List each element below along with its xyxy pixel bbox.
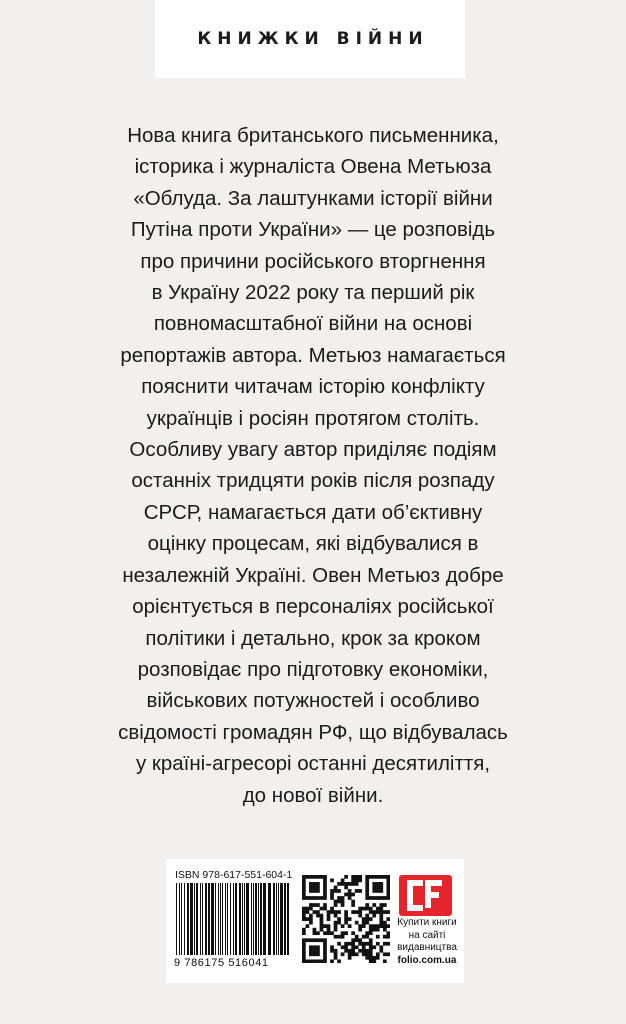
description-line: військових потужностей і особливо — [146, 689, 480, 713]
description-line: «Облуда. За лаштунками історії війни — [133, 186, 493, 210]
folio-caption-line: Купити книги — [397, 917, 457, 928]
description-line: історика і журналіста Овена Метьюза — [134, 155, 492, 179]
folio-site-link[interactable]: folio.com.ua — [397, 954, 457, 966]
description-line: СРСР, намагається дати об’єктивну — [143, 500, 483, 524]
series-header — [155, 0, 465, 78]
description-line: пояснити читачам історію конфлікту — [141, 375, 485, 399]
barcode-digits: 9 786175 516041 — [174, 957, 269, 969]
description-line: Особливу увагу автор приділяє подіям — [129, 438, 497, 462]
barcode-icon — [174, 883, 294, 957]
description-line: розповідає про підготовку економіки, — [137, 657, 489, 681]
series-title: КНИЖКИ ВІЙНИ — [197, 29, 429, 49]
description-line: свідомості громадян РФ, що відбувалась — [118, 720, 508, 744]
description-line: у країні-агресорі останні десятиліття, — [135, 752, 491, 776]
folio-caption-line: видавництва — [397, 942, 457, 953]
description-line: про причини російського вторгнення — [140, 249, 486, 273]
description-line: в Україну 2022 року та перший рік — [151, 281, 475, 305]
folio-caption — [392, 917, 462, 967]
description-line: останніх тридцяти років після розпаду — [131, 469, 495, 493]
description-line: оцінку процесам, які відбувалися в — [147, 532, 479, 556]
description-line: політики і детально, крок за кроком — [145, 626, 481, 650]
description-line: репортажів автора. Метьюз намагається — [120, 343, 506, 367]
description-line: повномасштабної війни на основі — [153, 312, 473, 336]
description-line: орієнтується в персоналіях російської — [132, 595, 494, 619]
cf-logo-icon — [399, 875, 452, 916]
description-line: Нова книга британського письменника, — [127, 124, 499, 147]
folio-logo-icon — [399, 875, 452, 916]
description-line: Путіна проти України» — це розповідь — [130, 218, 496, 242]
barcode-panel — [166, 859, 464, 983]
book-description — [60, 120, 566, 811]
folio-caption-line: на сайті — [408, 929, 446, 941]
qr-code-icon — [302, 875, 390, 963]
isbn-label: ISBN 978-617-551-604-1 — [175, 869, 293, 881]
description-line: до нової війни. — [242, 783, 384, 807]
description-line: українців і росіян протягом століть. — [146, 406, 480, 430]
description-line: незалежній Україні. Овен Метьюз добре — [122, 563, 504, 587]
